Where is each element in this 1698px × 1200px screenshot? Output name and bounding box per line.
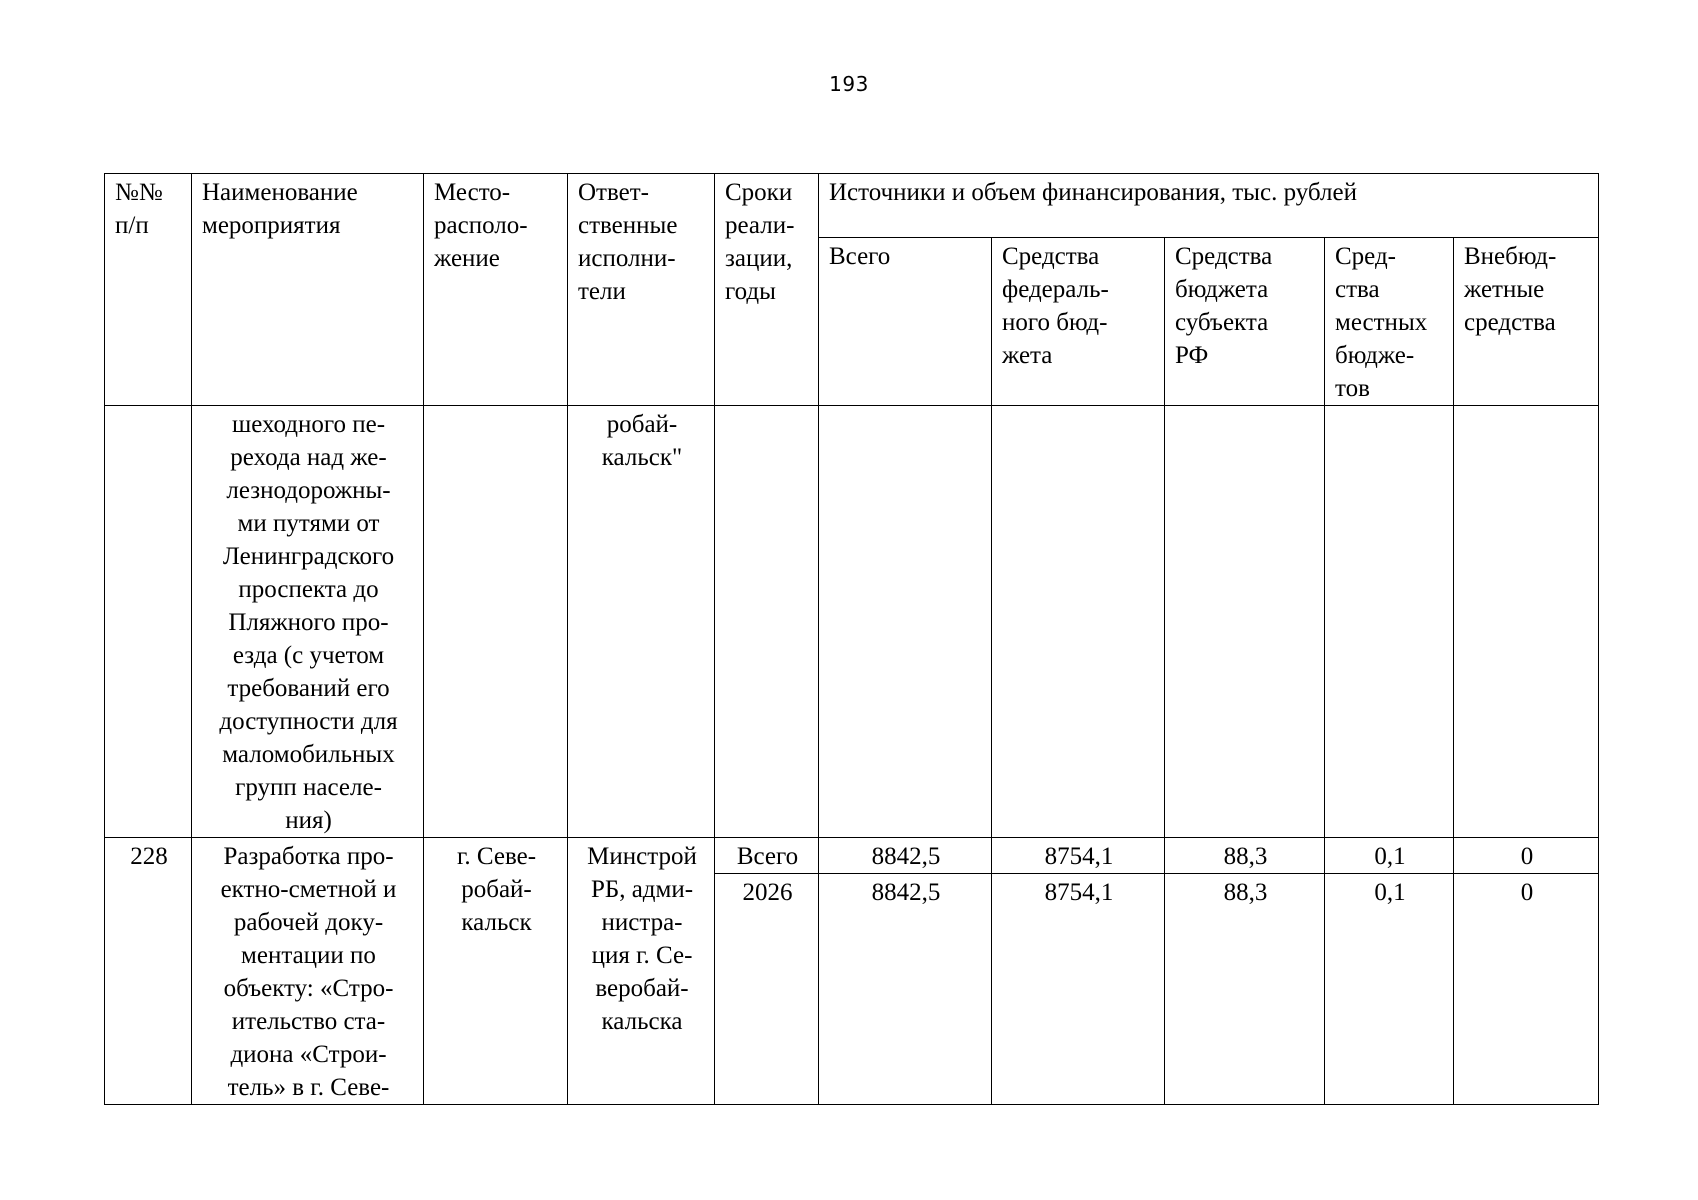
header-financing-group: Источники и объем финансирования, тыс. рублей	[819, 174, 1599, 238]
header-local: Сред- ства местных бюдже- тов	[1325, 238, 1454, 406]
cont-local	[1325, 406, 1454, 838]
cont-federal	[992, 406, 1165, 838]
row-responsible: Минстрой РБ, адми- нистра- ция г. Се- веробай- кальска	[568, 838, 715, 1105]
row-period: Всего	[715, 838, 819, 874]
header-num: №№ п/п	[105, 174, 192, 406]
row-local: 0,1	[1325, 838, 1454, 874]
row-total: 8842,5	[819, 838, 992, 874]
row-total: 8842,5	[819, 874, 992, 1105]
row-period: 2026	[715, 874, 819, 1105]
table-row	[105, 838, 1599, 874]
row-extrabudget: 0	[1454, 838, 1599, 874]
header-subject: Средства бюджета субъекта РФ	[1165, 238, 1325, 406]
row-subject: 88,3	[1165, 874, 1325, 1105]
row-subject: 88,3	[1165, 838, 1325, 874]
cont-responsible: робай- кальск"	[568, 406, 715, 838]
cont-location	[424, 406, 568, 838]
cont-num	[105, 406, 192, 838]
cont-extrabudget	[1454, 406, 1599, 838]
header-federal: Средства федераль- ного бюд- жета	[992, 238, 1165, 406]
row-extrabudget: 0	[1454, 874, 1599, 1105]
row-location: г. Севе- робай- кальск	[424, 838, 568, 1105]
financing-table	[104, 173, 1599, 1105]
row-name: Разработка про- ектно-сметной и рабочей доку- ментации по объекту: «Стро- ительство ста- диона «Строи- тель» в г. Севе-	[192, 838, 424, 1105]
header-period: Сроки реали- зации, годы	[715, 174, 819, 406]
cont-total	[819, 406, 992, 838]
cont-period	[715, 406, 819, 838]
header-row	[105, 174, 1599, 238]
row-local: 0,1	[1325, 874, 1454, 1105]
header-total: Всего	[819, 238, 992, 406]
header-extrabudget: Внебюд- жетные средства	[1454, 238, 1599, 406]
header-responsible: Ответ- ственные исполни- тели	[568, 174, 715, 406]
header-location: Место- располо- жение	[424, 174, 568, 406]
page-number: 193	[829, 72, 869, 96]
cont-subject	[1165, 406, 1325, 838]
continuation-row	[105, 406, 1599, 838]
row-federal: 8754,1	[992, 874, 1165, 1105]
row-federal: 8754,1	[992, 838, 1165, 874]
cont-name: шеходного пе- рехода над же- лезнодорожны- ми путями от Ленинградского проспекта до Пляжного про- езда (с учетом требований его доступности для маломобильных групп населе- ния)	[192, 406, 424, 838]
header-name: Наименование мероприятия	[192, 174, 424, 406]
row-num: 228	[105, 838, 192, 1105]
